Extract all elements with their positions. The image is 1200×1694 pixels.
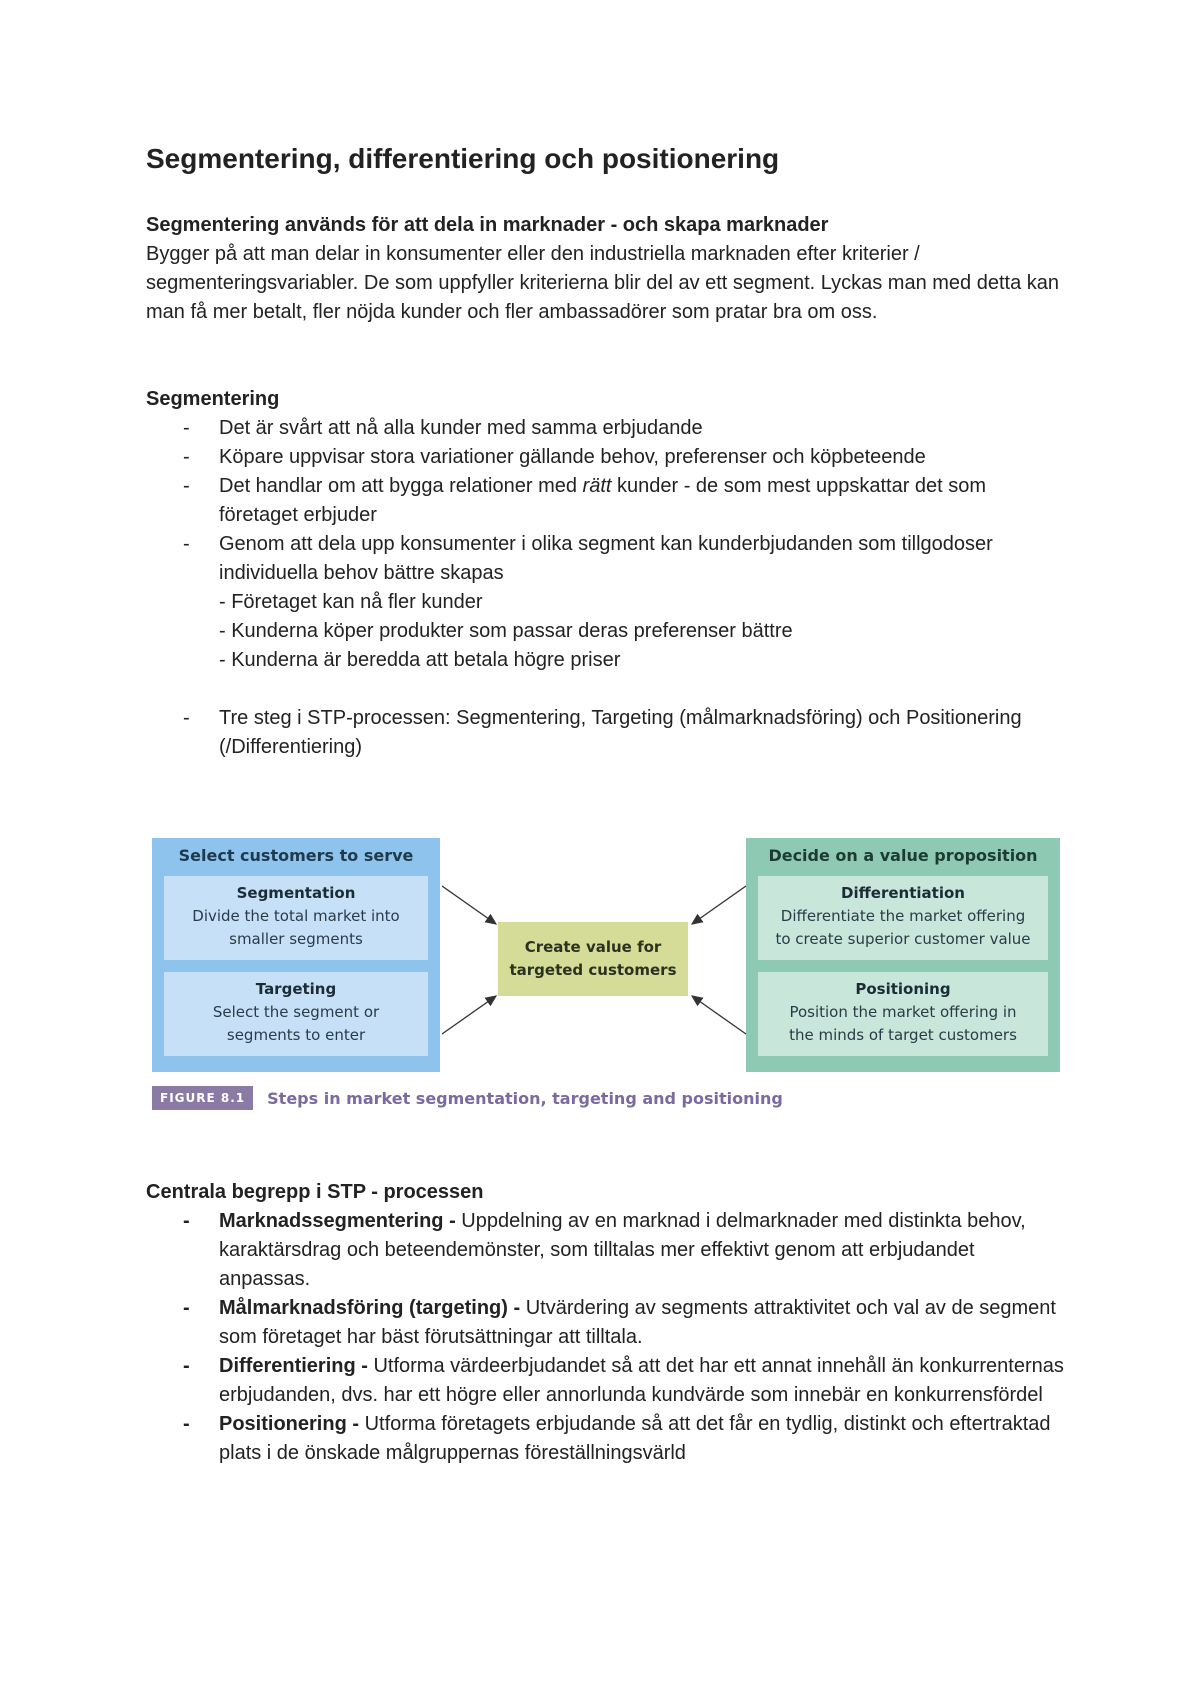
card-positioning: Positioning Position the market offering in the minds of target customers xyxy=(758,972,1048,1056)
arrow-differentiation xyxy=(692,886,746,924)
segmentering-section xyxy=(146,385,1066,762)
arrow-targeting xyxy=(442,996,496,1034)
arrow-positioning xyxy=(692,996,746,1034)
term: Differentiering - xyxy=(219,1355,374,1377)
sub-item: - Företaget kan nå fler kunder xyxy=(219,591,483,613)
segmentering-list-2 xyxy=(146,704,1066,762)
list-item: - Köpare uppvisar stora variationer gällande behov, preferenser och köpbeteende xyxy=(146,443,1066,472)
card-differentiation: Differentiation Differentiate the market offering to create superior customer value xyxy=(758,876,1048,960)
figure-label: FIGURE 8.1 xyxy=(152,1086,253,1110)
intro-body: Bygger på att man delar in konsumenter eller den industriella marknaden efter kriterier / segmenteringsvariabler. De som uppfyller kriterierna blir del av ett segment. Lyckas man med detta kan man få mer betalt, fler nöjda kunder och fler ambassadörer som pratar bra om oss. xyxy=(146,243,1060,323)
centrala-section xyxy=(146,1178,1066,1468)
panel-title: Select customers to serve xyxy=(178,846,414,865)
list-item: - Differentiering - Utforma värdeerbjudandet så att det har ett annat innehåll än konkurrenternas erbjudanden, dvs. har ett högre eller annorlunda kundvärde som innebär en konkurrensfördel xyxy=(146,1352,1066,1410)
panel-title: Decide on a value proposition xyxy=(768,846,1038,865)
centrala-list xyxy=(146,1207,1066,1468)
list-item: - Det handlar om att bygga relationer med rätt kunder - de som mest uppskattar det som företaget erbjuder xyxy=(146,472,1066,530)
card-targeting: Targeting Select the segment or segments to enter xyxy=(164,972,428,1056)
page-title: Segmentering, differentiering och positionering xyxy=(146,143,780,174)
segmentering-list xyxy=(146,414,1066,675)
center-create-value: Create value for targeted customers xyxy=(498,922,688,996)
list-item: - Målmarknadsföring (targeting) - Utvärdering av segments attraktivitet och val av de segment som företaget har bäst förutsättningar att tilltala. xyxy=(146,1294,1066,1352)
intro-section xyxy=(146,211,1066,327)
term: Målmarknadsföring (targeting) - xyxy=(219,1297,526,1319)
spacer xyxy=(146,675,1066,704)
intro-heading: Segmentering används för att dela in marknader - och skapa marknader xyxy=(146,214,829,236)
list-item: - Det är svårt att nå alla kunder med samma erbjudande xyxy=(146,414,1066,443)
list-item: - Positionering - Utforma företagets erbjudande så att det får en tydlig, distinkt och eftertraktad plats i de önskade målgruppernas föreställningsvärld xyxy=(146,1410,1066,1468)
list-item: - Genom att dela upp konsumenter i olika segment kan kunderbjudanden som tillgodoser individuella behov bättre skapas - Företaget kan nå fler kunder - Kunderna köper produkter som passar deras preferenser bättre - Kunderna är beredda att betala högre priser xyxy=(146,530,1066,675)
stp-figure xyxy=(152,838,1060,1118)
term: Positionering - xyxy=(219,1413,365,1435)
arrow-segmentation xyxy=(442,886,496,924)
emphasis-ratt: rätt xyxy=(582,475,612,497)
centrala-heading: Centrala begrepp i STP - processen xyxy=(146,1181,484,1203)
sub-item: - Kunderna är beredda att betala högre priser xyxy=(219,649,621,671)
figure-caption xyxy=(152,1086,783,1110)
figure-caption-text: Steps in market segmentation, targeting and positioning xyxy=(267,1088,783,1108)
segmentering-heading: Segmentering xyxy=(146,388,280,410)
list-item: - Marknadssegmentering - Uppdelning av en marknad i delmarknader med distinkta behov, karaktärsdrag och beteendemönster, som tilltalas mer effektivt genom att erbjudandet anpassas. xyxy=(146,1207,1066,1294)
card-segmentation: Segmentation Divide the total market into smaller segments xyxy=(164,876,428,960)
flow-arrows xyxy=(152,838,1060,1078)
sub-item: - Kunderna köper produkter som passar deras preferenser bättre xyxy=(219,620,793,642)
list-item: - Tre steg i STP-processen: Segmentering, Targeting (målmarknadsföring) och Positionering (/Differentiering) xyxy=(146,704,1066,762)
term: Marknadssegmentering - xyxy=(219,1210,462,1232)
